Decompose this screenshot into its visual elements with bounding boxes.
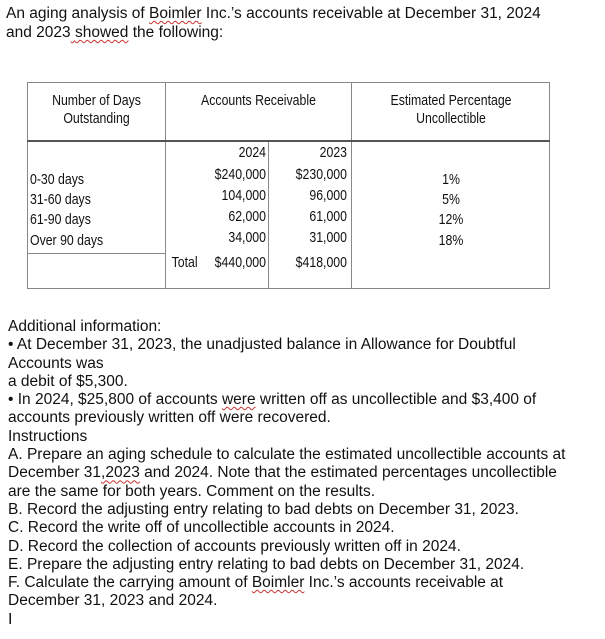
value-2024-31-60: 104,000 bbox=[221, 187, 266, 204]
header-accounts-receivable: Accounts Receivable bbox=[201, 92, 316, 109]
value-2023-61-90: 61,000 bbox=[309, 208, 347, 225]
instruction-e: E. Prepare the adjusting entry relating to bad debts on December 31, 2024. bbox=[8, 555, 525, 573]
value-2023-over-90: 31,000 bbox=[309, 229, 347, 246]
header-pct-line2: Uncollectible bbox=[416, 110, 486, 127]
intro-line-2 bbox=[6, 23, 596, 42]
value-2024-61-90: 62,000 bbox=[228, 208, 266, 225]
instruction-f-line-2: December 31, 2023 and 2024. bbox=[8, 592, 218, 610]
instruction-a-date: December 31 bbox=[8, 464, 102, 482]
row-label-0-30: 0-30 days bbox=[30, 171, 85, 188]
intro-text-end: Inc.’s accounts receivable at December 31, 2024 bbox=[201, 5, 541, 22]
year-2024: 2024 bbox=[238, 144, 266, 161]
bullet-1-line-2: Accounts was bbox=[8, 354, 104, 372]
header-days-line2: Outstanding bbox=[63, 110, 130, 127]
instruction-d: D. Record the collection of accounts previously written off in 2024. bbox=[8, 537, 461, 555]
total-2024: $440,000 bbox=[214, 254, 266, 271]
intro-following: the following: bbox=[128, 24, 224, 41]
instruction-f-start: F. Calculate the carrying amount of bbox=[8, 574, 252, 592]
total-label: Total bbox=[171, 254, 198, 271]
instruction-a-line-1: A. Prepare an aging schedule to calculate the estimated uncollectible accounts at bbox=[8, 446, 566, 464]
pct-over-90: 18% bbox=[438, 232, 464, 249]
pct-0-30: 1% bbox=[442, 171, 460, 188]
bullet-2-end: written off as uncollectible and $3,400 of bbox=[255, 391, 537, 409]
instruction-f-line-1 bbox=[8, 574, 600, 592]
col-divider-years bbox=[268, 142, 269, 289]
additional-title: Additional information: bbox=[8, 318, 162, 335]
company-name: Boimler bbox=[149, 5, 202, 22]
row-label-61-90: 61-90 days bbox=[30, 211, 91, 228]
intro-line-1 bbox=[6, 4, 596, 23]
instruction-c: C. Record the write off of uncollectible accounts in 2024. bbox=[8, 519, 395, 537]
bullet-1-line-3: a debit of $5,300. bbox=[8, 372, 128, 390]
intro-text bbox=[6, 4, 596, 42]
value-2024-0-30: $240,000 bbox=[214, 166, 266, 183]
bullet-1-line-1: • At December 31, 2023, the unadjusted balance in Allowance for Doubtful bbox=[8, 336, 516, 354]
pct-31-60: 5% bbox=[442, 191, 460, 208]
days-bottom-line bbox=[27, 253, 166, 254]
instruction-f-end: Inc.’s accounts receivable at bbox=[304, 574, 504, 592]
header-days-line1: Number of Days bbox=[52, 92, 141, 109]
intro-year: and 2023 bbox=[6, 24, 71, 41]
bullet-2-line-2: accounts previously written off were recovered. bbox=[8, 409, 331, 427]
text-cursor: I bbox=[8, 610, 13, 628]
table-right-border bbox=[549, 82, 550, 289]
instruction-a-year: ,2023 bbox=[101, 464, 140, 482]
intro-showed: showed bbox=[74, 24, 129, 41]
bullet-2-were: were bbox=[221, 391, 256, 409]
instruction-a-line-2 bbox=[8, 464, 600, 482]
total-2023: $418,000 bbox=[295, 254, 347, 271]
row-label-over-90: Over 90 days bbox=[30, 232, 104, 249]
additional-info bbox=[8, 318, 600, 629]
instruction-a-line-3: are the same for both years. Comment on the results. bbox=[8, 482, 376, 500]
value-2024-over-90: 34,000 bbox=[228, 229, 266, 246]
bullet-2-line-1 bbox=[8, 391, 600, 409]
value-2023-31-60: 96,000 bbox=[309, 187, 347, 204]
intro-text-start: An aging analysis of bbox=[6, 5, 150, 22]
table-top-border bbox=[27, 82, 550, 83]
col-divider-2 bbox=[351, 82, 352, 289]
header-pct-line1: Estimated Percentage bbox=[390, 92, 512, 109]
pct-61-90: 12% bbox=[438, 211, 464, 228]
instruction-f-company: Boimler bbox=[251, 574, 305, 592]
table-left-border bbox=[27, 82, 28, 289]
instruction-b: B. Record the adjusting entry relating to bad debts on December 31, 2023. bbox=[8, 500, 519, 518]
year-2023: 2023 bbox=[319, 144, 347, 161]
row-label-31-60: 31-60 days bbox=[30, 191, 91, 208]
header-separator bbox=[27, 140, 550, 142]
bullet-2-start: • In 2024, $25,800 of accounts bbox=[8, 391, 222, 409]
col-divider-1 bbox=[165, 82, 166, 289]
instructions-heading: Instructions bbox=[8, 427, 88, 445]
instruction-a-rest: and 2024. Note that the estimated percentages uncollectible bbox=[139, 464, 557, 482]
table-bottom-border bbox=[27, 288, 550, 289]
aging-table bbox=[27, 82, 550, 297]
value-2023-0-30: $230,000 bbox=[295, 166, 347, 183]
